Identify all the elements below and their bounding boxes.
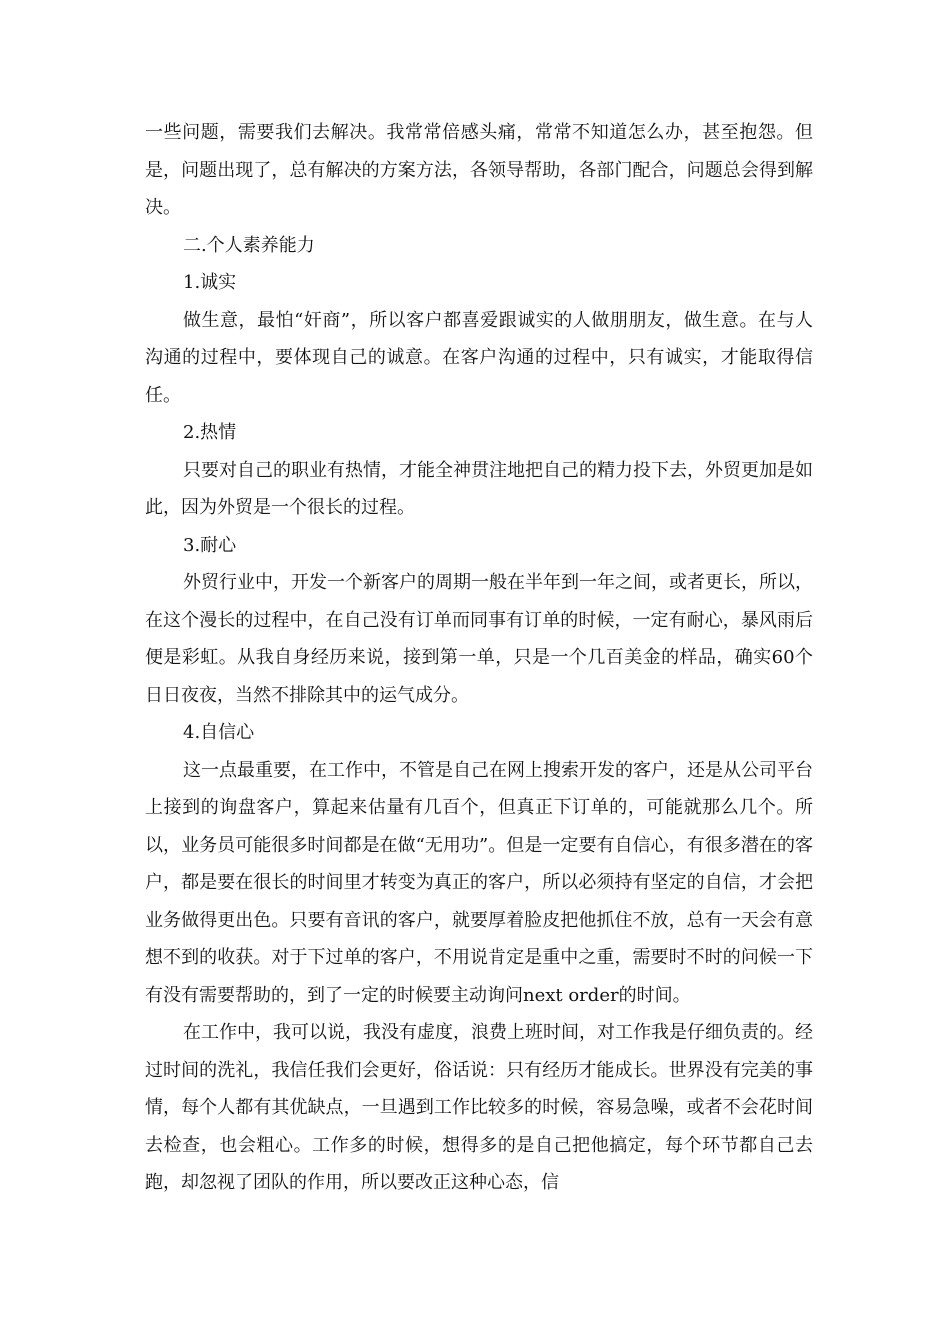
paragraph-confidence: 这一点最重要，在工作中，不管是自己在网上搜索开发的客户，还是从公司平台上接到的询盘客户，算起来估量有几百个，但真正下订单的，可能就那么几个。所以，业务员可能很多时间都是在做“无用功”。但是一定要有自信心，有很多潜在的客户，都是要在很长的时间里才转变为真正的客户，所以必须持有坚定的自信，才会把业务做得更出色。只要有音讯的客户，就要厚着脸皮把他抓住不放，总有一天会有意想不到的收获。对于下过单的客户，不用说肯定是重中之重，需要时不时的问候一下有没有需要帮助的，到了一定的时候要主动询问next order的时间。 <box>145 759 813 1006</box>
subheading-confidence: 4.自信心 <box>183 722 255 743</box>
paragraph-enthusiasm: 只要对自己的职业有热情，才能全神贯注地把自己的精力投下去，外贸更加是如此，因为外贸是一个很长的过程。 <box>145 459 813 518</box>
subheading-enthusiasm: 2.热情 <box>183 422 237 443</box>
paragraph-patience: 外贸行业中，开发一个新客户的周期一般在半年到一年之间，或者更长，所以，在这个漫长的过程中，在自己没有订单而同事有订单的时候，一定有耐心，暴风雨后便是彩虹。从我自身经历来说，接到第一单，只是一个几百美金的样品，确实60个日日夜夜，当然不排除其中的运气成分。 <box>145 572 813 706</box>
subheading-patience: 3.耐心 <box>183 534 237 556</box>
paragraph-problem-solving: 一些问题，需要我们去解决。我常常倍感头痛，常常不知道怎么办，甚至抱怨。但是，问题出现了，总有解决的方案方法，各领导帮助，各部门配合，问题总会得到解决。 <box>145 122 813 218</box>
paragraph-work-reflection: 在工作中，我可以说，我没有虚度，浪费上班时间，对工作我是仔细负责的。经过时间的洗礼，我信任我们会更好，俗话说：只有经历才能成长。世界没有完美的事情，每个人都有其优缺点，一旦遇到工作比较多的时候，容易急噪，或者不会花时间去检查，也会粗心。工作多的时候，想得多的是自己把他搞定，每个环节都自己去跑，却忽视了团队的作用，所以要改正这种心态，信 <box>145 1022 813 1193</box>
document-body <box>145 114 813 1202</box>
section-heading-personal-qualities: 二.个人素养能力 <box>183 234 315 256</box>
subheading-honesty: 1.诚实 <box>183 272 237 293</box>
paragraph-honesty: 做生意，最怕“奸商”，所以客户都喜爱跟诚实的人做朋朋友，做生意。在与人沟通的过程中，要体现自己的诚意。在客户沟通的过程中，只有诚实，才能取得信任。 <box>145 309 813 406</box>
